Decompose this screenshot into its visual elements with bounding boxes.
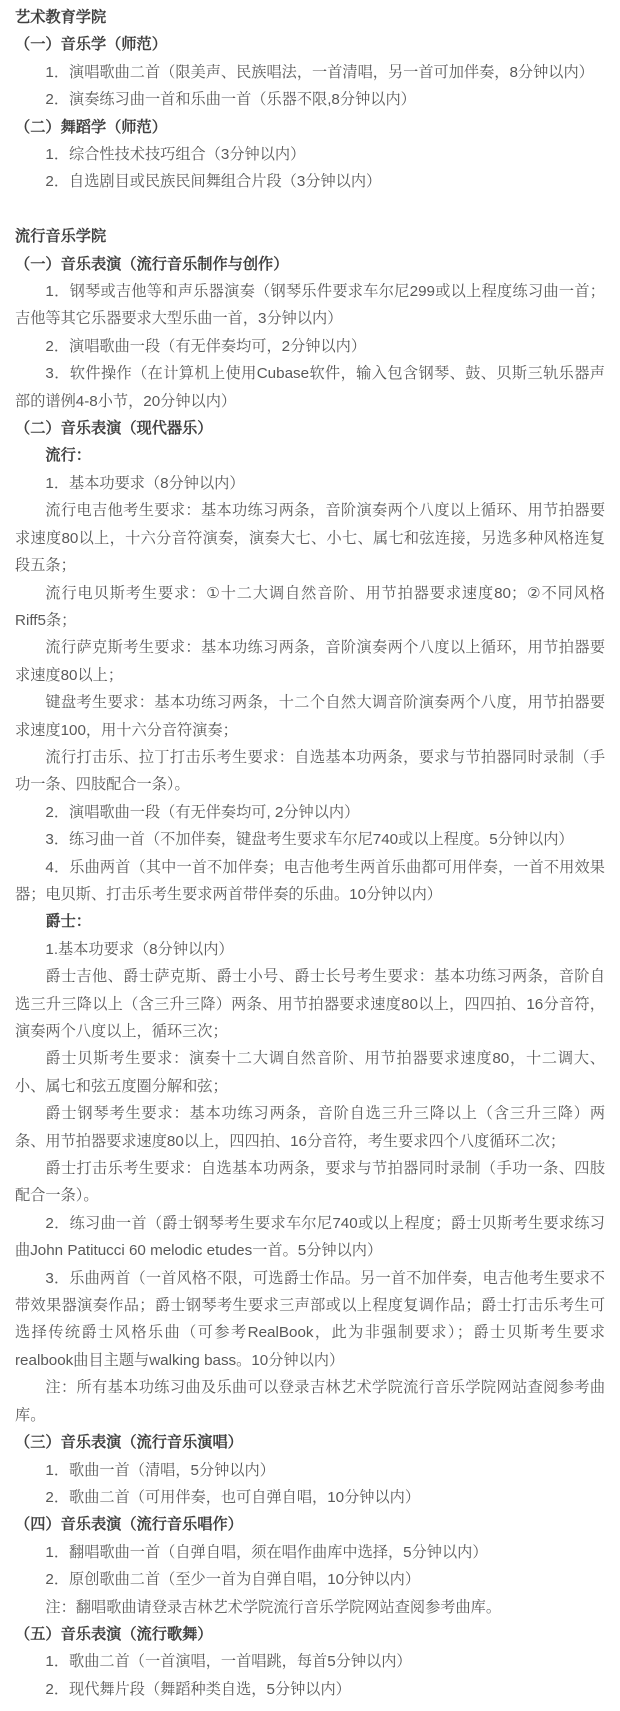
paragraph: 1．演唱歌曲二首（限美声、民族唱法，一首清唱，另一首可加伴奏，8分钟以内） <box>45 63 594 81</box>
college-title: 流行音乐学院 <box>15 228 107 246</box>
paragraph: 1．钢琴或吉他等和声乐器演奏（钢琴乐件要求车尔尼299或以上程度练习曲一首；吉他等其它乐器要求大型乐曲一首，3分钟以内） <box>15 283 605 328</box>
paragraph: 1．基本功要求（8分钟以内） <box>45 474 245 492</box>
paragraph: 2．自选剧目或民族民间舞组合片段（3分钟以内） <box>45 173 382 191</box>
section-heading: （一）音乐表演（流行音乐制作与创作） <box>15 255 289 273</box>
paragraph: 流行萨克斯考生要求：基本功练习两条，音阶演奏两个八度以上循环，用节拍器要求速度80以上； <box>15 639 605 684</box>
paragraph: 流行电贝斯考生要求：①十二大调自然音阶、用节拍器要求速度80；②不同风格Riff5条； <box>15 584 605 629</box>
paragraph: 流行电吉他考生要求：基本功练习两条，音阶演奏两个八度以上循环、用节拍器要求速度80以上，十六分音符演奏，演奏大七、小七、属七和弦连接，另选多种风格连复段五条； <box>15 502 605 575</box>
paragraph: 爵士吉他、爵士萨克斯、爵士小号、爵士长号考生要求：基本功练习两条，音阶自选三升三降以上（含三升三降）两条、用节拍器要求速度80以上，四四拍、16分音符，演奏两个八度以上，循环三次； <box>15 968 605 1041</box>
subsection-heading: 流行： <box>45 447 91 465</box>
paragraph: 3．软件操作（在计算机上使用Cubase软件，输入包含钢琴、鼓、贝斯三轨乐器声部的谱例4-8小节，20分钟以内） <box>15 365 605 410</box>
paragraph: 1.基本功要求（8分钟以内） <box>45 940 234 958</box>
blank-line <box>15 196 605 223</box>
paragraph: 爵士贝斯考生要求：演奏十二大调自然音阶、用节拍器要求速度80，十二调大、小、属七和弦五度圈分解和弦； <box>15 1050 605 1095</box>
paragraph: 4．乐曲两首（其中一首不加伴奏；电吉他考生两首乐曲都可用伴奏，一首不用效果器；电贝斯、打击乐考生要求两首带伴奏的乐曲。10分钟以内） <box>15 858 605 903</box>
paragraph: 流行打击乐、拉丁打击乐考生要求：自选基本功两条，要求与节拍器同时录制（手功一条、四肢配合一条）。 <box>15 748 605 794</box>
paragraph: 2．演奏练习曲一首和乐曲一首（乐器不限,8分钟以内） <box>45 91 416 109</box>
section-heading: （三）音乐表演（流行音乐演唱） <box>15 1434 243 1452</box>
paragraph: 键盘考生要求：基本功练习两条，十二个自然大调音阶演奏两个八度，用节拍器要求速度100，用十六分音符演奏； <box>15 694 605 739</box>
paragraph: 注：所有基本功练习曲及乐曲可以登录吉林艺术学院流行音乐学院网站查阅参考曲库。 <box>15 1379 605 1424</box>
paragraph: 2．现代舞片段（舞蹈种类自选，5分钟以内） <box>45 1680 351 1698</box>
section-heading: （二）舞蹈学（师范） <box>15 118 167 136</box>
paragraph: 爵士钢琴考生要求：基本功练习两条，音阶自选三升三降以上（含三升三降）两条、用节拍器要求速度80以上，四四拍、16分音符，考生要求四个八度循环二次； <box>15 1105 605 1150</box>
section-heading: （二）音乐表演（现代器乐） <box>15 420 213 438</box>
section-heading: （四）音乐表演（流行音乐唱作） <box>15 1516 243 1534</box>
paragraph: 3．练习曲一首（不加伴奏，键盘考生要求车尔尼740或以上程度。5分钟以内） <box>45 831 574 849</box>
paragraph: 2．练习曲一首（爵士钢琴考生要求车尔尼740或以上程度；爵士贝斯考生要求练习曲John Patitucci 60 melodic etudes一首。5分钟以内） <box>15 1214 605 1260</box>
section-heading: （一）音乐学（师范） <box>15 36 167 54</box>
paragraph: 1．翻唱歌曲一首（自弹自唱，须在唱作曲库中选择，5分钟以内） <box>45 1543 488 1561</box>
paragraph: 1．综合性技术技巧组合（3分钟以内） <box>45 146 306 164</box>
paragraph: 2．歌曲二首（可用伴奏，也可自弹自唱，10分钟以内） <box>45 1488 421 1506</box>
section-heading: （五）音乐表演（流行歌舞） <box>15 1625 213 1643</box>
paragraph: 2．原创歌曲二首（至少一首为自弹自唱，10分钟以内） <box>45 1571 421 1589</box>
paragraph: 2．演唱歌曲一段（有无伴奏均可，2分钟以内） <box>45 337 367 355</box>
paragraph: 爵士打击乐考生要求：自选基本功两条，要求与节拍器同时录制（手功一条、四肢配合一条）。 <box>15 1160 605 1205</box>
paragraph: 注：翻唱歌曲请登录吉林艺术学院流行音乐学院网站查阅参考曲库。 <box>45 1598 502 1616</box>
paragraph: 2．演唱歌曲一段（有无伴奏均可, 2分钟以内） <box>45 803 360 821</box>
paragraph: 1．歌曲二首（一首演唱，一首唱跳，每首5分钟以内） <box>45 1653 412 1671</box>
paragraph: 1．歌曲一首（清唱，5分钟以内） <box>45 1461 275 1479</box>
paragraph: 3．乐曲两首（一首风格不限，可选爵士作品。另一首不加伴奏，电吉他考生要求不带效果器演奏作品；爵士钢琴考生要求三声部或以上程度复调作品；爵士打击乐考生可选择传统爵士风格乐曲（可参考RealBook，此为非强制要求）；爵士贝斯考生要求realbook曲目主题与walking bass。10分钟以内） <box>15 1269 605 1369</box>
subsection-heading: 爵士： <box>45 913 91 931</box>
college-title: 艺术教育学院 <box>15 9 107 26</box>
